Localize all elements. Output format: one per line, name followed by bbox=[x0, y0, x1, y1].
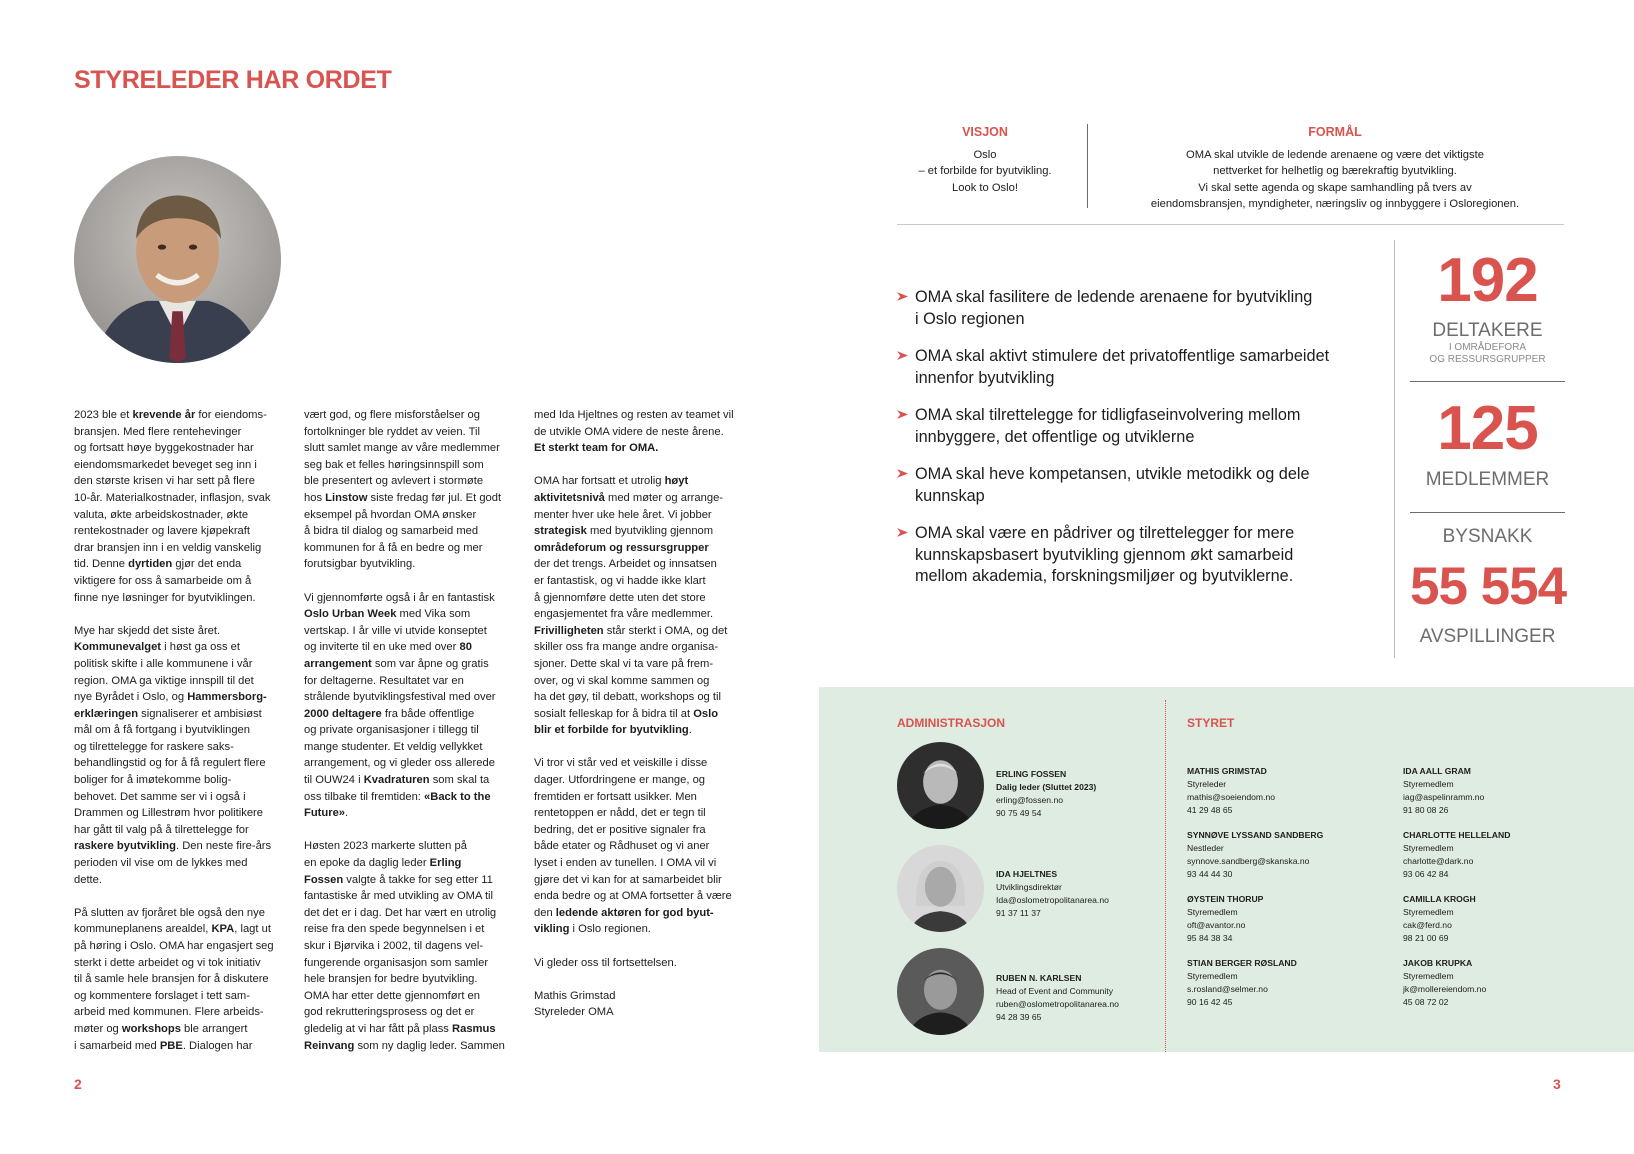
purpose-line: OMA skal utvikle de ledende arenaene og være det viktigste bbox=[1186, 148, 1484, 161]
avatar bbox=[897, 948, 984, 1035]
goal-item: OMA skal heve kompetansen, utvikle metodikk og dele kunnskap bbox=[897, 464, 1357, 507]
page-number-left: 2 bbox=[74, 1076, 82, 1092]
purpose-block bbox=[1110, 124, 1560, 213]
arrow-bullet-icon bbox=[897, 468, 908, 479]
purpose-line: eiendomsbransjen, myndigheter, næringsliv og innbyggere i Osloregionen. bbox=[1150, 198, 1520, 210]
board-member bbox=[1403, 829, 1603, 881]
member-role: Styremedlem bbox=[1187, 971, 1238, 981]
article-column-3 bbox=[534, 407, 744, 1038]
contacts-divider bbox=[1165, 700, 1166, 1052]
member-email[interactable]: charlotte@dark.no bbox=[1403, 856, 1474, 866]
board-member bbox=[1403, 957, 1603, 1009]
member-email[interactable]: jk@mollereiendom.no bbox=[1403, 984, 1487, 994]
member-phone: 93 06 42 84 bbox=[1403, 869, 1449, 879]
member-email[interactable]: iag@aspelinramm.no bbox=[1403, 792, 1485, 802]
article-paragraph: Høsten 2023 markerte slutten på en epoke da daglig leder Erling Fossen valgte å takke for seg etter 11 fantastiske år med utvikling av OMA til det det er i dag. Det har vært en utrolig reise fra den spede begynnelsen i et skur i Bjørvika i 2002, til dagens vel- fungerende organisasjon som samler hele bransjen for bedre byutvikling. OMA har etter dette gjennomført en god rekrutteringsprosess og det er gledelig at vi har fått på plass Rasmus Reinvang som ny daglig leder. Sammen bbox=[304, 840, 505, 1052]
member-role: Nestleder bbox=[1187, 843, 1224, 853]
member-name: CAMILLA KROGH bbox=[1403, 894, 1476, 904]
member-email[interactable]: s.rosland@selmer.no bbox=[1187, 984, 1268, 994]
goal-item: OMA skal være en pådriver og tilrettelegger for mere kunnskapsbasert byutvikling gjennom økt samarbeid mellom akademia, forskningsmiljøer og byutviklerne. bbox=[897, 523, 1357, 588]
admin-phone: 91 37 11 37 bbox=[996, 908, 1041, 918]
chair-portrait-photo bbox=[74, 156, 281, 363]
page-title: STYRELEDER HAR ORDET bbox=[74, 66, 392, 94]
admin-email[interactable]: Ida@oslometropolitanarea.no bbox=[996, 895, 1109, 905]
admin-phone: 94 28 39 65 bbox=[996, 1012, 1042, 1022]
member-role: Styremedlem bbox=[1403, 907, 1454, 917]
vision-block bbox=[905, 124, 1065, 196]
arrow-bullet-icon bbox=[897, 527, 908, 538]
member-name: IDA AALL GRAM bbox=[1403, 766, 1471, 776]
stat-members bbox=[1410, 394, 1565, 491]
stat-bysnakk-label: AVSPILLINGER bbox=[1419, 626, 1556, 647]
article-paragraph: Vi tror vi står ved et veiskille i disse dager. Utfordringene er mange, og fremtiden er fortsatt usikker. Men rentetoppen er nådd, det er tegn til bedring, det er positive signaler fra både etater og Rådhuset og vi aner lyset i enden av tunellen. I OMA vil vi gjøre det vi kan for at samarbeidet blir enda bedre og at OMA fortsetter å være den ledende aktøren for god byut- vikling i Oslo regionen. bbox=[534, 757, 732, 936]
vision-line: Look to Oslo! bbox=[952, 181, 1018, 194]
stat-members-label: MEDLEMMER bbox=[1425, 469, 1550, 490]
stat-bysnakk-title: BYSNAKK bbox=[1442, 526, 1533, 547]
admin-name: RUBEN N. KARLSEN bbox=[996, 973, 1082, 983]
article-paragraph: med Ida Hjeltnes og resten av teamet vil de utvikle OMA videre de neste årene. Et sterkt team for OMA. bbox=[534, 409, 734, 455]
stat-participants-sub: I OMRÅDEFORA bbox=[1448, 342, 1527, 353]
stat-participants-label: DELTAKERE bbox=[1432, 320, 1543, 341]
goal-item: OMA skal fasilitere de ledende arenaene for byutvikling i Oslo regionen bbox=[897, 287, 1357, 330]
admin-person bbox=[897, 845, 1157, 933]
article-paragraph: Mye har skjedd det siste året. Kommunevalget i høst ga oss et politisk skifte i alle kommunene i vår region. OMA ga viktige innspill til det nye Byrådet i Oslo, og Hammersborg- erklæringen signaliserer et ambisiøst mål om å få fortgang i byutviklingen og tilrettelegge for raskere saks- behandlingstid og for å få regulert flere boliger for å imøtekomme bolig- behovet. Det samme ser vi i også i Drammen og Lillestrøm hvor politikere har gått til valg på å tilrettelegge for raskere byutvikling. Den neste fire-års perioden vil vise om de lykkes med dette. bbox=[74, 624, 272, 886]
member-phone: 95 84 38 34 bbox=[1187, 933, 1233, 943]
page-number-right: 3 bbox=[1553, 1076, 1561, 1092]
admin-email[interactable]: erling@fossen.no bbox=[996, 795, 1064, 805]
article-paragraph: På slutten av fjoråret ble også den nye kommuneplanens arealdel, KPA, lagt ut på høring i Oslo. OMA har engasjert seg sterkt i dette arbeidet og vi tok initiativ til å samle hele bransjen for å diskutere og kommentere forslaget i tett sam- arbeid med kommunen. Flere arbeids- møter og workshops ble arrangert i samarbeid med PBE. Dialogen har bbox=[74, 906, 274, 1052]
admin-person bbox=[897, 948, 1157, 1036]
member-phone: 93 44 44 30 bbox=[1187, 869, 1233, 879]
member-phone: 98 21 00 69 bbox=[1403, 933, 1449, 943]
article-paragraph: Vi gjennomførte også i år en fantastisk Oslo Urban Week med Vika som vertskap. I år ville vi utvide konseptet og inviterte til en uke med over 80 arrangement som var åpne og gratis for deltagerne. Resultatet var en strålende byutviklingsfestival med over 2000 deltagere fra både offentlige og private organisasjoner i tillegg til mange studenter. Et veldig vellykket arrangement, og vi gleder oss allerede til OUW24 i Kvadraturen som skal ta oss tilbake til fremtiden: «Back to the Future». bbox=[304, 591, 496, 820]
goal-item: OMA skal aktivt stimulere det privatoffentlige samarbeidet innenfor byutvikling bbox=[897, 346, 1357, 389]
article-paragraph: vært god, og flere misforståelser og fortolkninger ble ryddet av veien. Til slutt samlet mange av våre medlemmer seg bak et felles høringsinnspill som ble presentert og avlevert i stormøte hos Linstow siste fredag før jul. Et godt eksempel på hvordan OMA ønsker å bidra til dialog og samarbeid med kommunen for å få en bedre og mer forutsigbar byutvikling. bbox=[304, 409, 502, 571]
member-name: JAKOB KRUPKA bbox=[1403, 958, 1473, 968]
member-phone: 90 16 42 45 bbox=[1187, 997, 1233, 1007]
admin-name: IDA HJELTNES bbox=[996, 869, 1058, 879]
stat-participants-value: 192 bbox=[1437, 246, 1538, 315]
admin-info bbox=[996, 868, 1109, 920]
member-email[interactable]: oft@avantor.no bbox=[1187, 920, 1246, 930]
admin-role: Utviklingsdirektør bbox=[996, 882, 1062, 892]
board-member bbox=[1187, 765, 1387, 817]
goals-list bbox=[897, 287, 1357, 604]
member-role: Styreleder bbox=[1187, 779, 1227, 789]
article-paragraph: 2023 ble et krevende år for eiendoms- bransjen. Med flere rentehevinger og fortsatt høye byggekostnader har eiendomsmarkedet beveget seg inn i den største krisen vi har sett på flere 10-år. Materialkostnader, inflasjon, svak valuta, økte arbeidskostnader, økte rentekostnader og lavere kjøpekraft drar bransjen inn i en veldig vanskelig tid. Denne dyrtiden gjør det enda viktigere for oss å samarbeide om å finne nye løsninger for byutviklingen. bbox=[74, 409, 271, 604]
purpose-heading: FORMÅL bbox=[1308, 125, 1362, 139]
stats-divider bbox=[1394, 240, 1395, 658]
article-paragraph: Vi gleder oss til fortsettelsen. bbox=[534, 956, 677, 969]
board-member bbox=[1187, 829, 1387, 881]
stat-separator bbox=[1410, 381, 1565, 382]
goal-item: OMA skal tilrettelegge for tidligfaseinvolvering mellom innbyggere, det offentlige og utviklerne bbox=[897, 405, 1357, 448]
admin-info bbox=[996, 768, 1096, 820]
vision-line: – et forbilde for byutvikling. bbox=[918, 165, 1052, 177]
vision-line: Oslo bbox=[973, 148, 997, 161]
stat-bysnakk-value: 55 554 bbox=[1410, 557, 1567, 616]
article-paragraph: Mathis Grimstad Styreleder OMA bbox=[534, 989, 616, 1019]
article-column-2 bbox=[304, 407, 514, 1071]
arrow-bullet-icon bbox=[897, 350, 908, 361]
header-divider bbox=[1087, 124, 1088, 208]
administration-heading: ADMINISTRASJON bbox=[897, 716, 1006, 730]
member-role: Styremedlem bbox=[1403, 843, 1454, 853]
purpose-line: Vi skal sette agenda og skape samhandling på tvers av bbox=[1198, 181, 1472, 194]
board-member bbox=[1187, 893, 1387, 945]
avatar bbox=[897, 742, 984, 829]
article-paragraph: OMA har fortsatt et utrolig høyt aktivitetsnivå med møter og arrange- menter hver uke hele året. Vi jobber strategisk med byutvikling gjennom områdeforum og ressursgrupper der det trengs. Arbeidet og innsatsen er fantastisk, og vi hadde ikke klart å gjennomføre dette uten det store engasjementet fra våre medlemmer. Frivilligheten står sterkt i OMA, og det skiller oss fra mange andre organisa- sjoner. Dette skal vi ta vare på frem- over, og vi skal komme sammen og ha det gøy, til debatt, workshops og til sosialt felleskap for å bidra til at Oslo blir et forbilde for byutvikling. bbox=[534, 475, 728, 737]
member-email[interactable]: cak@ferd.no bbox=[1403, 920, 1452, 930]
header-rule bbox=[897, 224, 1564, 225]
member-role: Styremedlem bbox=[1187, 907, 1238, 917]
stat-bysnakk bbox=[1410, 526, 1565, 648]
member-role: Styremedlem bbox=[1403, 971, 1454, 981]
stat-participants-sub: OG RESSURSGRUPPER bbox=[1429, 354, 1546, 365]
admin-person bbox=[897, 742, 1157, 830]
member-phone: 91 80 08 26 bbox=[1403, 805, 1449, 815]
member-name: MATHIS GRIMSTAD bbox=[1187, 766, 1267, 776]
admin-info bbox=[996, 972, 1119, 1024]
member-email[interactable]: mathis@soeiendom.no bbox=[1187, 792, 1276, 802]
purpose-line: nettverket for helhetlig og bærekraftig byutvikling. bbox=[1213, 165, 1457, 177]
member-name: ØYSTEIN THORUP bbox=[1187, 894, 1264, 904]
admin-phone: 90 75 49 54 bbox=[996, 808, 1042, 818]
member-name: SYNNØVE LYSSAND SANDBERG bbox=[1187, 830, 1324, 840]
board-member bbox=[1403, 765, 1603, 817]
vision-heading: VISJON bbox=[962, 125, 1008, 139]
arrow-bullet-icon bbox=[897, 291, 908, 302]
admin-email[interactable]: ruben@oslometropolitanarea.no bbox=[996, 999, 1119, 1009]
member-phone: 41 29 48 65 bbox=[1187, 805, 1233, 815]
stat-members-value: 125 bbox=[1437, 394, 1538, 463]
admin-role: Dalig leder (Sluttet 2023) bbox=[996, 782, 1097, 792]
stat-separator bbox=[1410, 512, 1565, 513]
admin-name: ERLING FOSSEN bbox=[996, 769, 1067, 779]
member-name: STIAN BERGER RØSLAND bbox=[1187, 958, 1297, 968]
member-name: CHARLOTTE HELLELAND bbox=[1403, 830, 1511, 840]
board-member bbox=[1403, 893, 1603, 945]
article-column-1 bbox=[74, 407, 284, 1071]
arrow-bullet-icon bbox=[897, 409, 908, 420]
board-heading: STYRET bbox=[1187, 716, 1235, 730]
board-member bbox=[1187, 957, 1387, 1009]
stat-participants bbox=[1410, 246, 1565, 366]
member-email[interactable]: synnove.sandberg@skanska.no bbox=[1187, 856, 1310, 866]
admin-role: Head of Event and Community bbox=[996, 986, 1114, 996]
avatar bbox=[897, 845, 984, 932]
member-role: Styremedlem bbox=[1403, 779, 1454, 789]
member-phone: 45 08 72 02 bbox=[1403, 997, 1449, 1007]
